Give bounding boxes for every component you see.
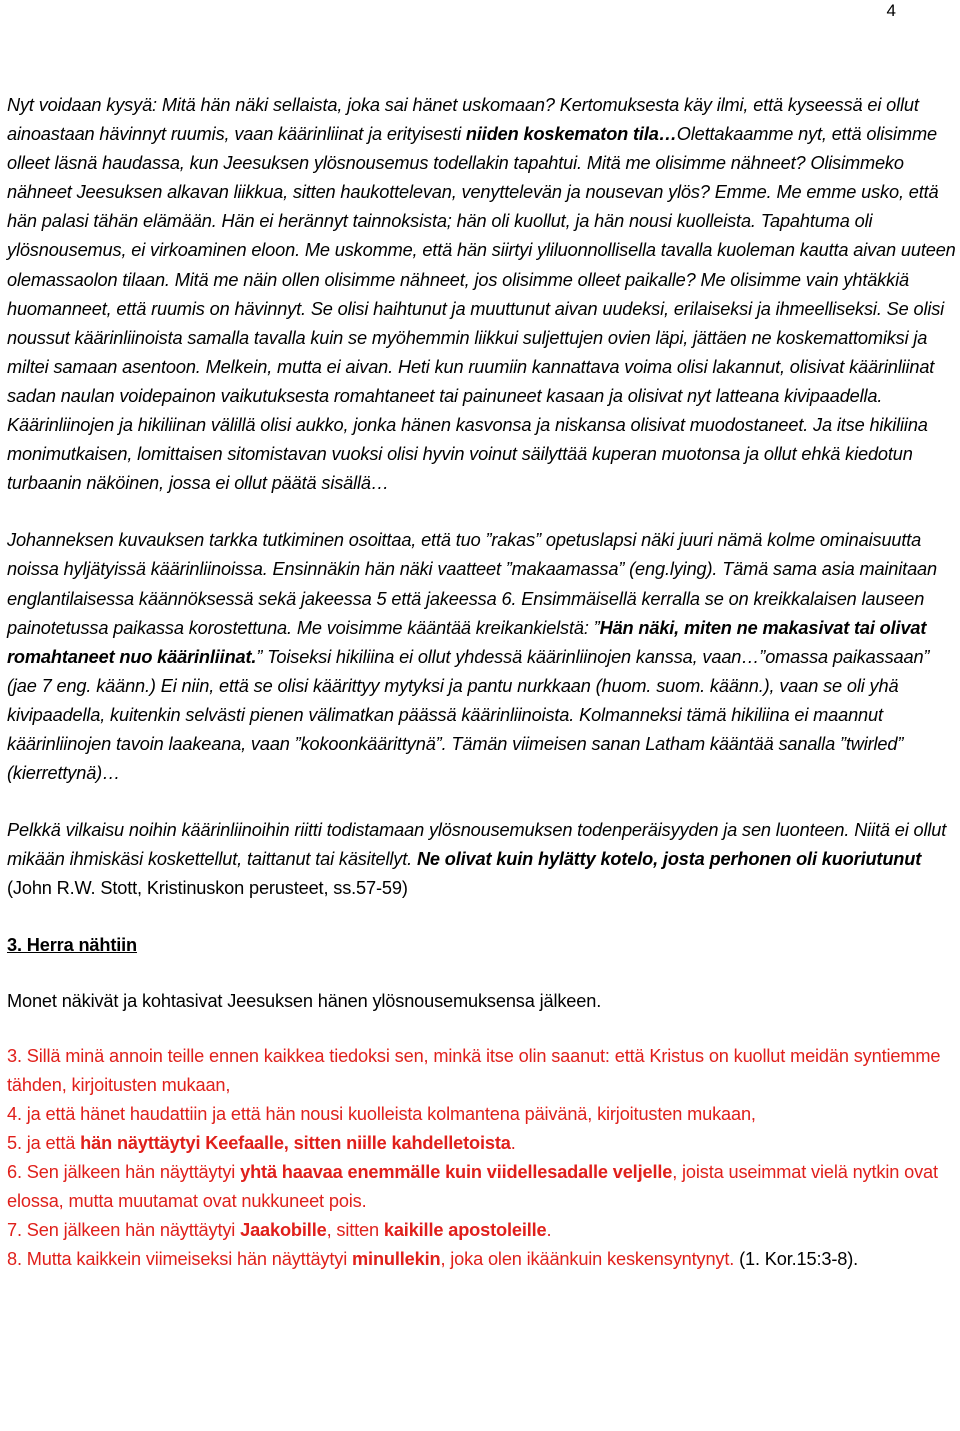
text-run: Nyt voidaan kysyä: Mitä hän näki sellaista, joka sai hänet uskomaan? Kertomuksesta käy ilmi, että kyseessä ei ollut ainoastaan hävinnyt ruumis, vaan käärinliinat ja erityisesti bbox=[7, 95, 919, 145]
text-run: Johanneksen kuvauksen tarkka tutkiminen osoittaa, että tuo ”rakas” opetuslapsi näki juuri nämä kolme ominaisuutta noissa hyljätyissä käärinliinoissa. Ensinnäkin hän näki vaatteet ”makaamassa” (eng.lying). Tämä sama asia mainitaan englantilaisessa käännöksessä sekä jakeessa 5 että jakeessa 6. Ensimmäisellä kerralla se on kreikkalaisen lauseen painotetussa paikassa korostettuna. Me voisimme kääntää kreikankielstä: ” bbox=[7, 530, 937, 638]
paragraph-intro: Monet näkivät ja kohtasivat Jeesuksen hänen ylösnousemuksensa jälkeen. bbox=[7, 990, 602, 1011]
section-heading: 3. Herra nähtiin bbox=[7, 935, 138, 956]
verse-5-emphasis: hän näyttäytyi Keefaalle, sitten niille kahdelletoista bbox=[80, 1132, 511, 1153]
verse-7: 7. Sen jälkeen hän näyttäytyi Jaakobille, sitten kaikille apostoleille. bbox=[7, 1220, 552, 1241]
citation: (John R.W. Stott, Kristinuskon perusteet, ss.57-59) bbox=[7, 878, 408, 899]
verse-8: 8. Mutta kaikkein viimeiseksi hän näyttäytyi minullekin, joka olen ikäänkuin keskensyntynyt. (1. Kor.15:3-8). bbox=[7, 1249, 858, 1270]
verse-7-emphasis-1: Jaakobille bbox=[240, 1220, 327, 1241]
paragraph-tomb-discussion bbox=[7, 91, 957, 498]
text-run: Pelkkä vilkaisu noihin käärinliinoihin riitti todistamaan ylösnousemuksen todenperäisyyden ja sen luonteen. Niitä ei ollut mikään ihmiskäsi koskettellut, taittanut tai käsitellyt. bbox=[7, 820, 947, 870]
text-run: Olettakaamme nyt, että olisimme olleet läsnä haudassa, kun Jeesuksen ylösnousemus todellakin tapahtui. Mitä me olisimme nähneet? Olisimmeko nähneet Jeesuksen alkavan liikkua, sitten haukottelevan, venyttelevän ja nousevan ylös? Emme. Me emme usko, että hän palasi tähän elämään. Hän ei herännyt tainnoksista; hän oli kuollut, ja hän nousi kuolleista. Tapahtuma oli ylösnousemus, ei virkoaminen eloon. Me uskomme, että hän siirtyi yliluonnollisella tavalla kuoleman kautta aivan uuteen olemassaolon tilaan. Mitä me näin ollen olisimme nähneet, jos olisimme olleet paikalle? Me olisimme vain yhtäkkiä huomanneet, että ruumis on hävinnyt. Se olisi haihtunut ja muuttunut aivan uudeksi, erilaiseksi ja ihmeelliseksi. Se olisi noussut käärinliinoista samalla tavalla kuin se myöhemmin liikkui suljettujen ovien läpi, jättäen ne koskemattomiksi ja miltei samaan asentoon. Melkein, mutta ei aivan. Heti kun ruumiin kannattava voima olisi lakannut, olisivat käärinliinat sadan naulan voidepainon vaikutuksesta romahtaneet tai painuneet kasaan ja olisivat nyt latteana kivipaadella. Käärinliinojen ja hikiliinan välillä olisi aukko, jonka hänen kasvonsa ja niskansa olisivat muodostaneet. Ja itse hikiliina monimutkaisen, lomittaisen sitomistavan vuoksi olisi hyvin voinut säilyttää kuperan muotonsa ja ollut ehkä kiedotun turbaanin näköinen, jossa ei ollut päätä sisällä… bbox=[7, 124, 956, 494]
text-run-bold: Ne olivat kuin hylätty kotelo, josta perhonen oli kuoriutunut bbox=[416, 849, 922, 870]
verse-6: 6. Sen jälkeen hän näyttäytyi yhtä haavaa enemmälle kuin viidellesadalle veljelle, joista useimmat vielä nytkin ovat elossa, mutta muutamat ovat nukkuneet pois. bbox=[7, 1162, 938, 1212]
verse-4: 4. ja että hänet haudattiin ja että hän nousi kuolleista kolmantena päivänä, kirjoitusten mukaan, bbox=[7, 1103, 756, 1124]
page-number: 4 bbox=[886, 1, 896, 20]
verse-3: 3. Sillä minä annoin teille ennen kaikkea tiedoksi sen, minkä itse olin saanut: että Kristus on kuollut meidän syntiemme tähden, kirjoitusten mukaan, bbox=[7, 1045, 941, 1095]
verse-7-emphasis-2: kaikille apostoleille bbox=[383, 1220, 547, 1241]
verse-5: 5. ja että hän näyttäytyi Keefaalle, sitten niille kahdelletoista. bbox=[7, 1132, 516, 1153]
paragraph-john-account bbox=[7, 526, 957, 788]
text-run-bold: Hän näki, miten ne makasivat tai olivat romahtaneet nuo käärinliinat. bbox=[7, 617, 927, 667]
scripture-quote bbox=[7, 1042, 957, 1275]
document-body bbox=[7, 91, 957, 1274]
verse-6-emphasis: yhtä haavaa enemmälle kuin viidellesadalle veljelle bbox=[240, 1162, 673, 1182]
verse-reference: (1. Kor.15:3-8). bbox=[734, 1249, 858, 1270]
paragraph-conclusion bbox=[7, 816, 957, 903]
text-run: ” Toiseksi hikiliina ei ollut yhdessä käärinliinojen kanssa, vaan…”omassa paikassaan” (jae 7 eng. käänn.) Ei niin, että se olisi käärittyy mytyksi ja pantu nurkkaan (huom. suom. käänn.), vaan se oli yhä kivipaadella, kuitenkin selvästi pienen välimatkan päässä käärinliinoista. Kolmanneksi tämä hikiliina ei maannut käärinliinojen tavoin laakeana, vaan ”kokoonkäärittynä”. Tämän viimeisen sanan Latham kääntää sanalla ”twirled” (kierrettynä)… bbox=[7, 646, 930, 784]
verse-8-emphasis: minullekin bbox=[352, 1249, 441, 1270]
text-run-bold: niiden koskematon tila… bbox=[465, 124, 677, 145]
